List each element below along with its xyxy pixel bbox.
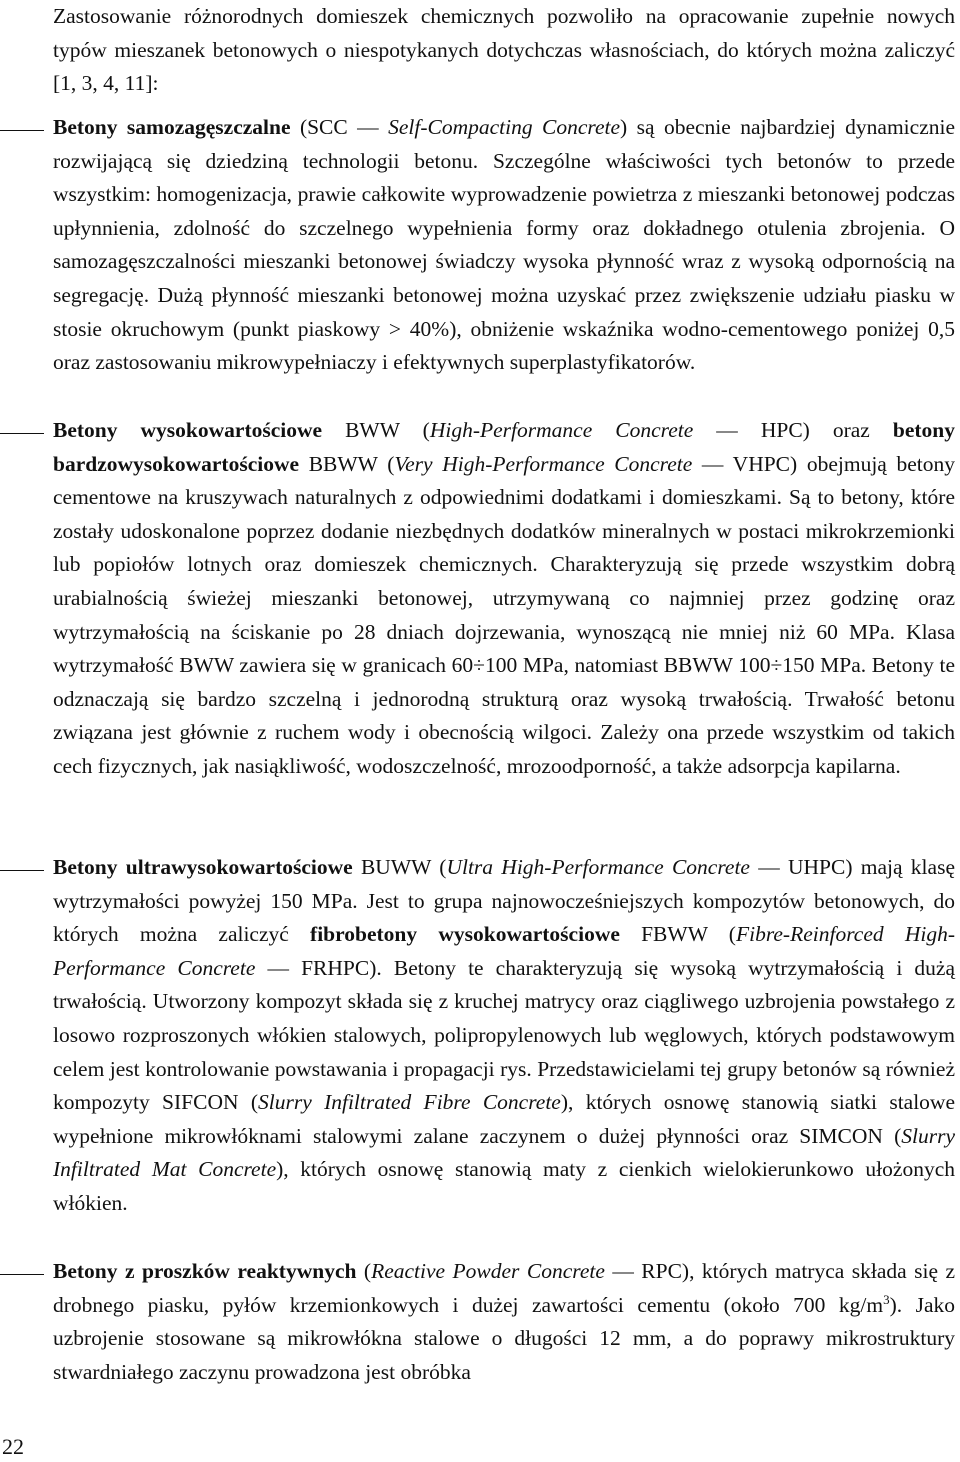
list-item-text (53, 414, 955, 784)
text-run: ) są obecnie najbardziej dynamicznie rozwijającą się dziedziną technologii betonu. Szczególne właściwości tych betonów to przede wszystkim: homogenizacja, prawie całkowite wyprowadzenie powietrza z mieszanki betonowej podczas upłynnienia, zdolność do szczelnego wypełnienia formy oraz dokładnego otulenia zbrojenia. O samozagęszczalności mieszanki betonowej świadczy wysoka płynność wraz z wysoką odpornością na segregację. Dużą płynność mieszanki betonowej można uzyskać przez zwiększenie udziału piasku w stosie okruchowym (punkt piaskowy > 40%), obniżenie wskaźnika wodno-cementowego poniżej 0,5 oraz zastosowaniu mikrowypełniaczy i efektywnych superplastyfikatorów. (53, 115, 955, 375)
bold-term: fibrobetony wysokowartościowe (310, 922, 620, 947)
text-run: FBWW ( (619, 922, 736, 947)
text-run: BUWW ( (352, 855, 447, 879)
list-dash (0, 870, 44, 871)
bold-term: Betony ultrawysokowartościowe (53, 855, 353, 879)
text-run: — FRHPC). Betony te charakteryzują się wysoką wytrzymałością i dużą trwałością. Utworzony kompozyt składa się z kruchej matrycy oraz ciągliwego uzbrojenia powstałego z losowo rozproszonych włókien stalowych, polipropylenowych lub węglowych, których podstawowym celem jest kontrolowanie powstawania i propagacji rys. Przedstawicielami tej grupy betonów są również kompozyty SIFCON ( (53, 955, 955, 1115)
italic-term: Slurry Infiltrated Fibre Concrete (258, 1090, 561, 1115)
list-item-text (53, 1255, 955, 1389)
text-run: ), których osnowę stanowią maty z cienkich wielokierunkowo ułożonych włókien. (53, 1157, 955, 1215)
text-run: ), których osnowę stanowią siatki stalowe wypełnione mikrowłóknami stalowymi zalane zaczynem o dużej płynności oraz SIMCON ( (53, 1090, 955, 1148)
bold-term: betony bardzowysokowartościowe (53, 418, 955, 476)
text-run: ( (356, 1259, 372, 1283)
list-dash (0, 433, 44, 434)
text-run: Zastosowanie różnorodnych domieszek chemicznych pozwoliło na opracowanie zupełnie nowych typów mieszanek betonowych o niespotykanych dotychczas własnościach, do których można zaliczyć [1, 3, 4, 11]: (53, 4, 955, 96)
superscript: 3 (883, 1291, 890, 1307)
page-number: 22 (2, 1434, 24, 1459)
italic-term: Fibre-Reinforced High-Performance Concrete (53, 922, 955, 980)
bold-term: Betony z proszków reaktywnych (53, 1259, 357, 1283)
list-item-text (53, 851, 955, 1221)
text-run: ). Jako uzbrojenie stosowane są mikrowłókna stalowe o długości 12 mm, a do poprawy mikrostruktury stwardniałego zaczynu prowadzona jest obróbka (53, 1292, 955, 1384)
text-run: — RPC), których matryca składa się z drobnego piasku, pyłów krzemionkowych i dużej zawartości cementu (około 700 kg/m (53, 1259, 955, 1317)
intro-paragraph (53, 0, 955, 101)
italic-term: Ultra High-Performance Concrete (446, 855, 750, 879)
text-run: — UHPC) mają klasę wytrzymałości powyżej 150 MPa. Jest to grupa najnowocześniejszych kompozytów betonowych, do których można zaliczyć (53, 855, 955, 947)
list-dash (0, 130, 44, 131)
text-run: — VHPC) obejmują betony cementowe na kruszywach naturalnych z odpowiednimi dodatkami i domieszkami. Są to betony, które zostały udoskonalone poprzez dodanie niezbędnych dodatków mineralnych w postaci mikrokrzemionki lub popiołów lotnych oraz domieszek chemicznych. Charakteryzują się przede wszystkim dobrą urabialnością świeżej mieszanki betonowej, utrzymywaną co najmniej przez godzinę oraz wytrzymałością na ściskanie po 28 dniach dojrzewania, wynoszącą nie mniej niż 60 MPa. Klasa wytrzymałość BWW zawiera się w granicach 60÷100 MPa, natomiast BBWW 100÷150 MPa. Betony te odznaczają się bardzo szczelną i jednorodną strukturą oraz wysoką trwałością. Trwałość betonu związana jest głównie z ruchem wody i obecnością wilgoci. Zależy ona przede wszystkim od takich cech fizycznych, jak nasiąkliwość, wodoszczelność, mrozoodporność, a także adsorpcja kapilarna. (53, 451, 955, 778)
italic-term: High-Performance Concrete (429, 418, 694, 442)
bold-term: Betony samozagęszczalne (53, 115, 291, 139)
list-dash (0, 1274, 44, 1275)
bold-term: Betony wysokowartościowe (53, 418, 323, 442)
text-run: (SCC — (290, 115, 389, 139)
italic-term: Slurry Infiltrated Mat Concrete (53, 1123, 955, 1182)
list-item-text (53, 111, 955, 380)
italic-term: Very High-Performance Concrete (394, 451, 693, 476)
text-run: BWW ( (322, 418, 430, 442)
italic-term: Self-Compacting Concrete (388, 115, 621, 139)
italic-term: Reactive Powder Concrete (371, 1259, 605, 1283)
text-run: — HPC) oraz (693, 418, 893, 442)
text-run: BBWW ( (299, 451, 395, 476)
